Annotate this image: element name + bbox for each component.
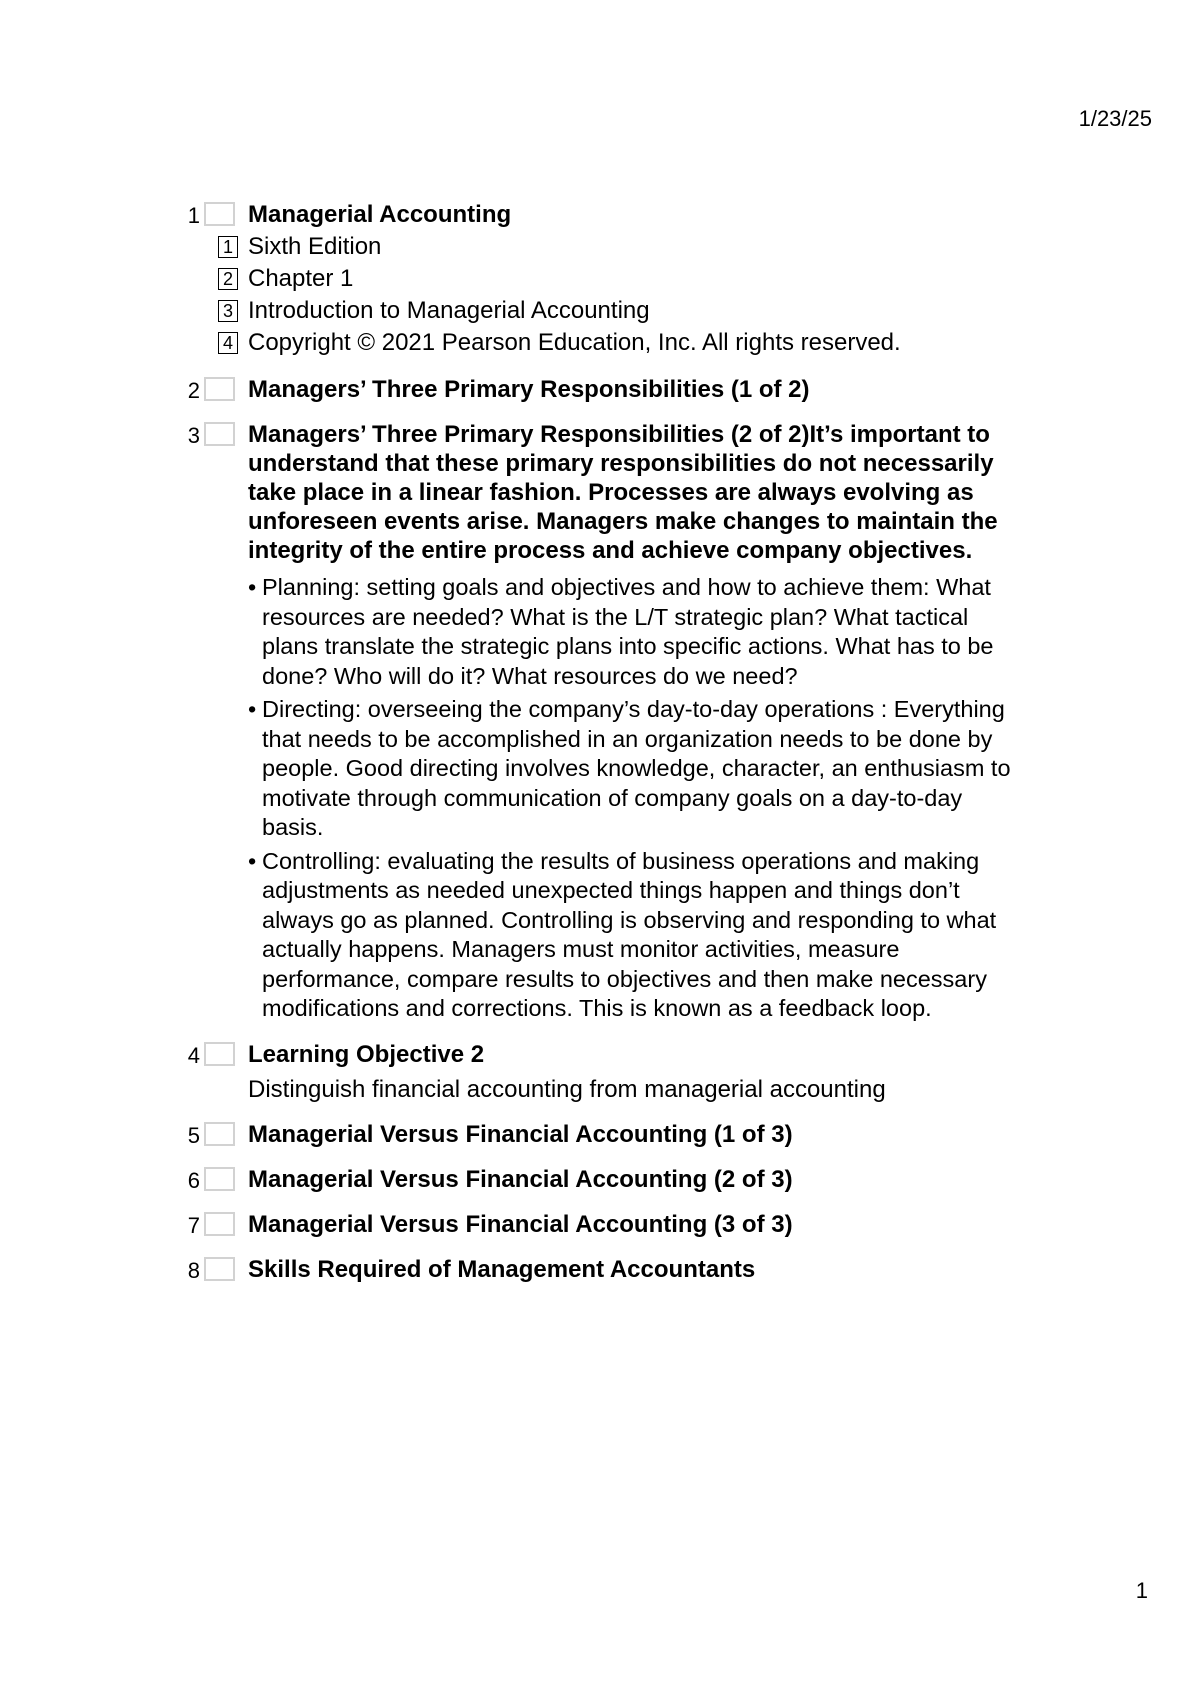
slide-number: 3: [187, 423, 200, 448]
page-number: 1: [1135, 1578, 1148, 1603]
slide-title: Managerial Accounting: [248, 201, 512, 228]
slide-sub-item: [222, 327, 1020, 359]
slide-body-text: Distinguish financial accounting from managerial accounting: [248, 1075, 886, 1103]
slide-entry-3: [180, 420, 1020, 1024]
slide-sub-item: [222, 263, 1020, 295]
slide-title: Skills Required of Management Accountants: [248, 1255, 756, 1283]
slide-thumbnail-box: [204, 1122, 235, 1146]
sub-item-number: 4: [218, 332, 238, 354]
slide-number: 2: [187, 378, 200, 403]
slide-thumbnail-box: [204, 422, 235, 446]
slide-outline: [180, 200, 1020, 1300]
slide-number: 1: [187, 203, 200, 228]
sub-item-text: Copyright © 2021 Pearson Education, Inc. All rights reserved.: [248, 329, 901, 356]
bullet-item: [248, 573, 1020, 691]
slide-entry-2: [180, 375, 1020, 404]
slide-entry-6: [180, 1165, 1020, 1194]
bullet-item: [248, 695, 1020, 843]
bullet-dot-icon: •: [248, 574, 257, 600]
slide-thumbnail-box: [204, 1167, 235, 1191]
bullet-text: Planning: setting goals and objectives and how to achieve them: What resources are needed? What is the L/T strategic plan? What tactical plans translate the strategic plans into specific actions. What has to be done? Who will do it? What resources do we need?: [262, 574, 994, 689]
slide-title: Managerial Versus Financial Accounting (2 of 3): [248, 1165, 793, 1193]
slide-entry-8: [180, 1255, 1020, 1284]
slide-thumbnail-box: [204, 377, 235, 401]
slide-thumbnail-box: [204, 1212, 235, 1236]
slide-entry-7: [180, 1210, 1020, 1239]
bullet-text: Directing: overseeing the company’s day-to-day operations : Everything that needs to be accomplished in an organization needs to be done by people. Good directing involves knowledge, character, an enthusiasm to motivate through communication of company goals on a day-to-day basis.: [262, 696, 1011, 840]
sub-item-number: 1: [218, 236, 238, 258]
slide-sub-item: [222, 295, 1020, 327]
sub-item-number: 2: [218, 268, 238, 290]
slide-title: Learning Objective 2: [248, 1040, 485, 1068]
sub-item-number: 3: [218, 300, 238, 322]
slide-title: Managerial Versus Financial Accounting (3 of 3): [248, 1210, 793, 1238]
bullet-dot-icon: •: [248, 847, 257, 874]
slide-number: 8: [187, 1257, 200, 1283]
sub-item-text: Chapter 1: [248, 265, 354, 292]
sub-item-text: Sixth Edition: [248, 233, 382, 260]
bullet-dot-icon: •: [248, 696, 257, 722]
slide-sub-list: [222, 231, 1020, 359]
slide-number: 7: [187, 1212, 200, 1238]
slide-bullet-list: [248, 573, 1020, 1024]
slide-number: 4: [187, 1042, 200, 1068]
slide-sub-item: [222, 231, 1020, 263]
slide-thumbnail-box: [204, 1042, 235, 1066]
slide-thumbnail-box: [204, 202, 235, 226]
slide-entry-4: [180, 1040, 1020, 1104]
slide-title: Managers’ Three Primary Responsibilities (2 of 2)It’s important to understand that these primary responsibilities do not necessarily take place in a linear fashion. Processes are always evolving as unforeseen events arise. Managers make changes to maintain the integrity of the entire process and achieve company objectives.: [248, 421, 998, 564]
slide-title: Managerial Versus Financial Accounting (1 of 3): [248, 1120, 793, 1148]
slide-entry-1: [180, 200, 1020, 359]
print-date: 1/23/25: [1078, 106, 1152, 131]
bullet-item: [248, 847, 1020, 1024]
slide-title: Managers’ Three Primary Responsibilities (1 of 2): [248, 376, 810, 403]
slide-entry-5: [180, 1120, 1020, 1149]
slide-number: 5: [187, 1122, 200, 1148]
bullet-text: Controlling: evaluating the results of business operations and making adjustments as needed unexpected things happen and things don’t always go as planned. Controlling is observing and responding to what actually happens. Managers must monitor activities, measure performance, compare results to objectives and then make necessary modifications and corrections. This is known as a feedback loop.: [262, 847, 997, 1021]
sub-item-text: Introduction to Managerial Accounting: [248, 297, 650, 324]
slide-number: 6: [187, 1167, 200, 1193]
slide-thumbnail-box: [204, 1257, 235, 1281]
